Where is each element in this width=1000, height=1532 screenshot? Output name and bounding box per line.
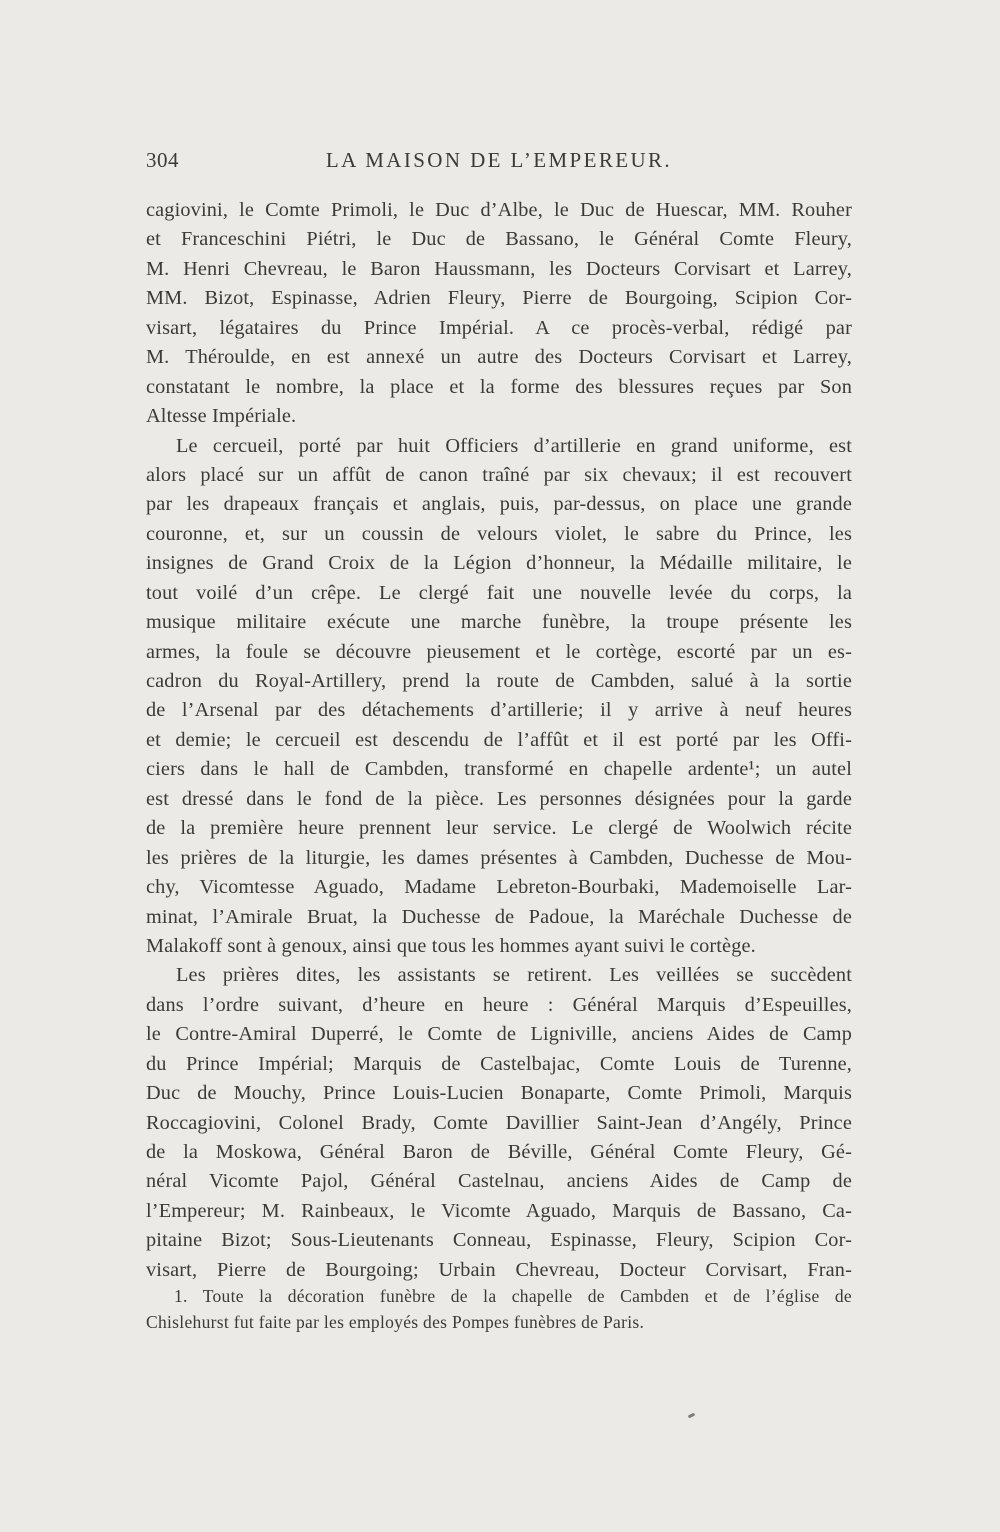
text-line: est dressé dans le fond de la pièce. Les personnes désignées pour la garde	[146, 787, 852, 810]
text-line: musique militaire exécute une marche funèbre, la troupe présente les	[146, 611, 852, 634]
text-line: Altesse Impériale.	[146, 405, 297, 428]
text-line: insignes de Grand Croix de la Légion d’honneur, la Médaille militaire, le	[146, 552, 852, 575]
text-line: cadron du Royal-Artillery, prend la route de Cambden, salué à la sortie	[146, 670, 852, 692]
text-line: visart, légataires du Prince Impérial. A ce procès-verbal, rédigé par	[146, 316, 852, 339]
text-line: de la première heure prennent leur service. Le clergé de Woolwich récite	[146, 817, 852, 840]
text-line: armes, la foule se découvre pieusement et le cortège, escorté par un es-	[146, 640, 852, 663]
text-line: du Prince Impérial; Marquis de Castelbajac, Comte Louis de Turenne,	[146, 1052, 852, 1075]
text-line: visart, Pierre de Bourgoing; Urbain Chevreau, Docteur Corvisart, Fran-	[146, 1258, 852, 1281]
text-line: cagiovini, le Comte Primoli, le Duc d’Albe, le Duc de Huescar, MM. Rouher	[146, 199, 852, 221]
text-line: M. Théroulde, en est annexé un autre des Docteurs Corvisart et Larrey,	[146, 346, 852, 369]
text-line: chy, Vicomtesse Aguado, Madame Lebreton-Bourbaki, Mademoiselle Lar-	[146, 876, 852, 899]
body-text	[146, 196, 852, 1285]
text-line: pitaine Bizot; Sous-Lieutenants Conneau, Espinasse, Fleury, Scipion Cor-	[146, 1229, 852, 1252]
text-line: le Contre-Amiral Duperré, le Comte de Ligniville, anciens Aides de Camp	[146, 1023, 852, 1046]
text-line: Le cercueil, porté par huit Officiers d’artillerie en grand uniforme, est	[176, 434, 852, 457]
text-line: Duc de Mouchy, Prince Louis-Lucien Bonaparte, Comte Primoli, Marquis	[146, 1082, 852, 1105]
text-line: l’Empereur; M. Rainbeaux, le Vicomte Aguado, Marquis de Bassano, Ca-	[146, 1199, 852, 1222]
text-line: Roccagiovini, Colonel Brady, Comte Davillier Saint-Jean d’Angély, Prince	[146, 1111, 852, 1134]
running-title: LA MAISON DE L’EMPEREUR.	[325, 148, 673, 172]
text-line: les prières de la liturgie, les dames présentes à Cambden, Duchesse de Mou-	[146, 846, 852, 869]
text-line: et demie; le cercueil est descendu de l’affût et il est porté par les Offi-	[146, 728, 852, 751]
footnote-line: 1. Toute la décoration funèbre de la chapelle de Cambden et de l’église de	[174, 1286, 852, 1306]
footnote	[146, 1283, 852, 1335]
ink-speck	[688, 1413, 696, 1419]
text-line: et Franceschini Piétri, le Duc de Bassano, le Général Comte Fleury,	[146, 228, 852, 251]
text-line: par les drapeaux français et anglais, puis, par-dessus, on place une grande	[146, 493, 852, 516]
text-line: Malakoff sont à genoux, ainsi que tous les hommes ayant suivi le cortège.	[146, 934, 756, 957]
text-line: néral Vicomte Pajol, Général Castelnau, anciens Aides de Camp de	[146, 1170, 852, 1193]
text-line: minat, l’Amirale Bruat, la Duchesse de Padoue, la Maréchale Duchesse de	[146, 905, 852, 928]
text-line: tout voilé d’un crêpe. Le clergé fait une nouvelle levée du corps, la	[146, 581, 852, 604]
text-line: couronne, et, sur un coussin de velours violet, le sabre du Prince, les	[146, 522, 852, 545]
text-line: de la Moskowa, Général Baron de Béville, Général Comte Fleury, Gé-	[146, 1141, 852, 1163]
text-line: ciers dans le hall de Cambden, transformé en chapelle ardente¹; un autel	[146, 758, 852, 781]
footnote-line: Chislehurst fut faite par les employés des Pompes funèbres de Paris.	[146, 1312, 645, 1332]
text-line: MM. Bizot, Espinasse, Adrien Fleury, Pierre de Bourgoing, Scipion Cor-	[146, 287, 852, 310]
text-line: dans l’ordre suivant, d’heure en heure : Général Marquis d’Espeuilles,	[146, 993, 852, 1016]
text-line: M. Henri Chevreau, le Baron Haussmann, les Docteurs Corvisart et Larrey,	[146, 257, 852, 280]
page-number: 304	[146, 148, 179, 172]
text-line: constatant le nombre, la place et la forme des blessures reçues par Son	[146, 375, 852, 398]
text-line: de l’Arsenal par des détachements d’artillerie; il y arrive à neuf heures	[146, 699, 852, 722]
page-header	[146, 148, 852, 180]
text-line: alors placé sur un affût de canon traîné par six chevaux; il est recouvert	[146, 463, 852, 486]
text-line: Les prières dites, les assistants se retirent. Les veillées se succèdent	[176, 964, 852, 987]
